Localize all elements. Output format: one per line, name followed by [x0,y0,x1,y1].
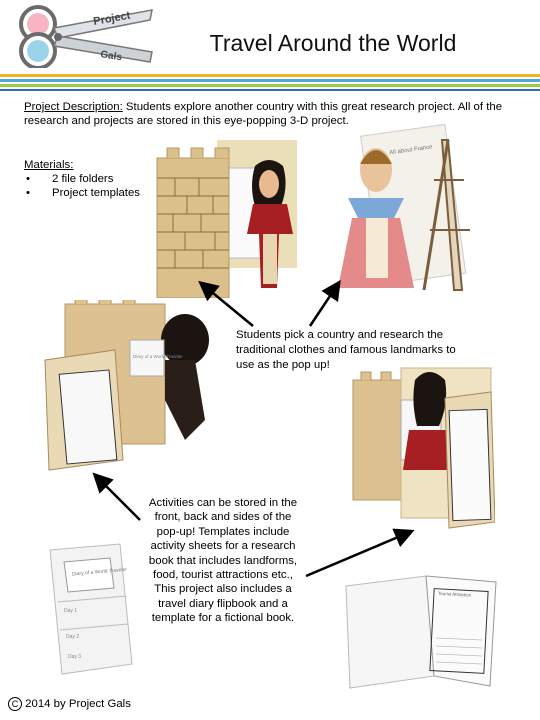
description-label: Project Description: [24,101,123,113]
arrow-to-castle [202,284,253,326]
photo-label-diary: Diary of a World Traveler [133,354,183,359]
photo-label-day-2: Day 2 [66,634,80,640]
copyright-text: 2014 by Project Gals [25,698,131,711]
arrow-to-booklet [306,532,410,576]
copyright-footer [8,697,131,711]
materials-item: • 2 file folders [24,172,164,186]
logo-text-project: Project [92,9,132,28]
logo-text-gals: Gals [99,49,123,64]
photo-label-flip-diary: Diary of a World Traveler [71,566,128,578]
materials-heading: Materials: [24,159,74,171]
copyright-icon: C [8,697,22,711]
arrow-to-france [310,284,338,326]
page-title: Travel Around the World [209,30,457,56]
caption-activities: Activities can be stored in the front, back and sides of the pop-up! Templates include activity sheets for a research book that includes landforms, food, tourist attractions etc., This project also includes a travel diary flipbook and a template for a fictional book. [148,497,298,625]
description-text: Students explore another country with this great research project. All of the research and projects are stored in this eye-popping 3-D project. [24,101,503,127]
arrow-to-folder [96,476,140,520]
photo-label-day-1: Day 1 [64,608,78,614]
caption-popup: Students pick a country and research the traditional clothes and famous landmarks to use as the pop up! [236,329,456,371]
photo-label-day-3: Day 3 [68,654,82,660]
photo-label-tourist: Tourist Attraction [437,590,472,598]
photo-label-all-about: All about France [388,144,434,157]
materials-item: • Project templates [24,186,164,200]
